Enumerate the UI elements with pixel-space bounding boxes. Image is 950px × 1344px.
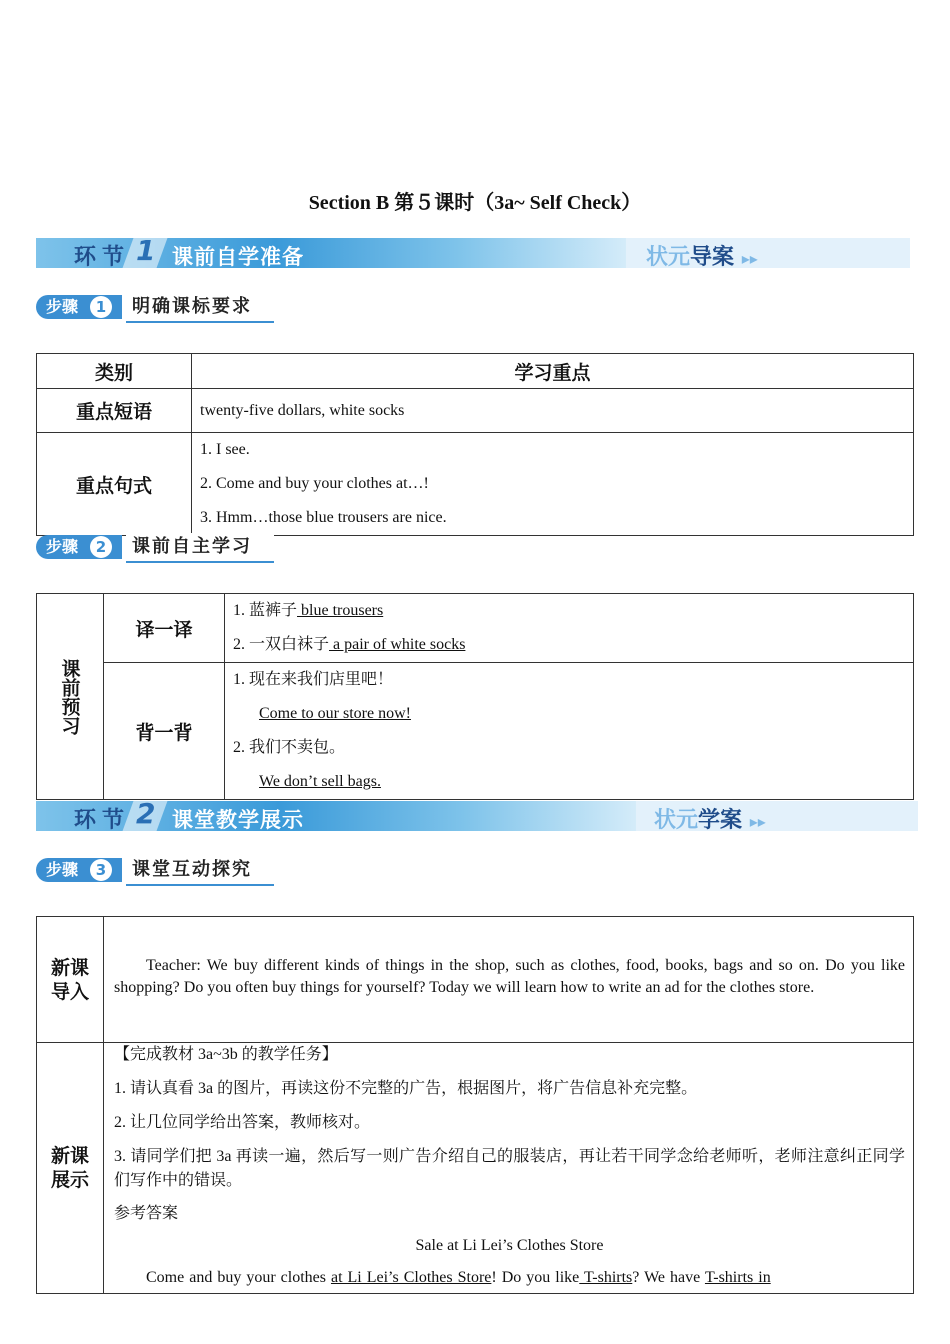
translate-item-2-prompt: 2. 一双白袜子	[233, 636, 330, 653]
task-heading: 【完成教材 3a~3b 的教学任务】	[114, 1046, 338, 1063]
step-1-number: 1	[90, 296, 112, 318]
translate-item-2-answer: a pair of white socks	[329, 636, 466, 653]
translate-item-1-answer: blue trousers	[297, 602, 384, 619]
table1-sentence-1: 1. I see.	[200, 441, 250, 458]
table1-sentence-3: 3. Hmm…those blue trousers are nice.	[200, 509, 447, 526]
banner-2-right-b: 学案	[698, 808, 743, 833]
table3-r2-label: 新课展示	[37, 1043, 104, 1294]
task-step-1: 1. 请认真看 3a 的图片，再读这份不完整的广告，根据图片，将广告信息补充完整。	[114, 1080, 698, 1097]
banner-1-right-a: 状元	[646, 245, 691, 270]
banner-1-right-b: 导案	[690, 245, 735, 270]
step-2-label: 课前自主学习	[126, 533, 274, 563]
banner-1-number: 1	[136, 234, 156, 267]
recite-item-2-prompt: 2. 我们不卖包。	[233, 739, 346, 756]
recite-item-1-answer: Come to our store now!	[259, 705, 411, 722]
translate-item-1	[233, 594, 905, 628]
table2-r1-label: 译一译	[104, 594, 225, 663]
lead-in-text: Teacher: We buy different kinds of things in the shop, such as clothes, food, books, bags and so on. Do you like shopping? Do you often buy things for yourself? Today we will learn how to write an ad for the clothes store.	[114, 956, 905, 996]
section-banner-1	[36, 234, 910, 270]
banner-2-label: 环节	[74, 808, 131, 833]
table2-r2-label: 背一背	[104, 663, 225, 800]
step-3-number: 3	[90, 859, 112, 881]
table1-head-focus: 学习重点	[192, 354, 914, 389]
translate-item-2	[233, 628, 905, 662]
double-arrow-icon: ▸▸	[749, 812, 766, 831]
recite-item-1-prompt: 1. 现在来我们店里吧！	[233, 671, 394, 688]
table1-head-category: 类别	[37, 354, 192, 389]
lesson-table	[36, 916, 914, 1294]
section-banner-2	[36, 797, 918, 833]
table2-side-label: 课前预习	[58, 658, 81, 735]
table1-row1-value: twenty-five dollars, white socks	[192, 389, 914, 433]
page-title: Section B 第５课时（3a~ Self Check）	[308, 192, 642, 214]
table1-sentence-2: 2. Come and buy your clothes at…!	[200, 475, 429, 492]
step-2-number: 2	[90, 536, 112, 558]
double-arrow-icon: ▸▸	[741, 249, 758, 268]
banner-1-text: 课前自学准备	[172, 245, 304, 269]
recite-item-2-answer: We don’t sell bags.	[259, 773, 381, 790]
reference-answer-label: 参考答案	[114, 1205, 179, 1222]
step-2-pill: 步骤	[36, 535, 122, 559]
banner-2-number: 2	[136, 797, 156, 830]
task-step-2: 2. 让几位同学给出答案，教师核对。	[114, 1114, 371, 1131]
banner-2-text: 课堂教学展示	[172, 808, 304, 832]
table1-row2-label: 重点句式	[37, 433, 192, 536]
step-1-pill: 步骤	[36, 295, 122, 319]
table3-r1-label: 新课导入	[37, 917, 104, 1043]
ad-title: Sale at Li Lei’s Clothes Store	[415, 1237, 604, 1254]
step-1-label: 明确课标要求	[126, 293, 274, 323]
banner-1-label: 环节	[74, 245, 131, 270]
ad-body-line: Come and buy your clothes at Li Lei’s Clothes Store! Do you like T-shirts? We have T-shirts in	[146, 1269, 771, 1286]
step-3-label: 课堂互动探究	[126, 856, 274, 886]
translate-item-1-prompt: 1. 蓝裤子	[233, 602, 298, 619]
step-3-pill: 步骤	[36, 858, 122, 882]
preview-table	[36, 593, 914, 800]
table1-row1-label: 重点短语	[37, 389, 192, 433]
banner-2-right-a: 状元	[654, 808, 699, 833]
study-focus-table	[36, 353, 914, 536]
task-step-3: 3. 请同学们把 3a 再读一遍，然后写一则广告介绍自己的服装店，再让若干同学念给老师听，老师注意纠正同学们写作中的错误。	[114, 1148, 905, 1189]
